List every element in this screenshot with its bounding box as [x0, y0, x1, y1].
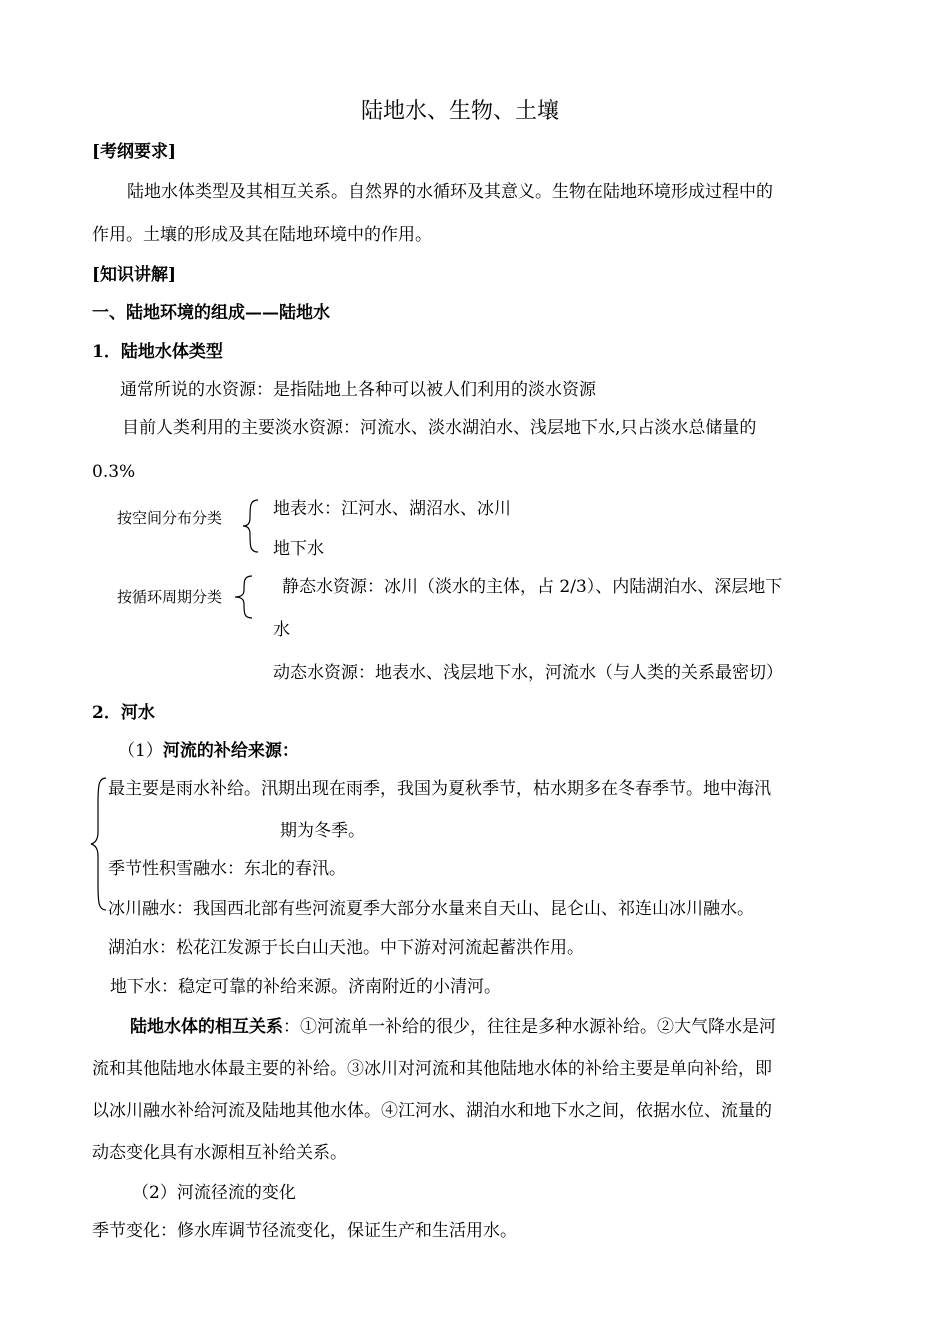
space-brace	[240, 496, 262, 556]
seasonal-change: 季节变化：修水库调节径流变化，保证生产和生活用水。	[92, 1221, 517, 1241]
relation-line2: 流和其他陆地水体最主要的补给。③冰川对河流和其他陆地水体的补给主要是单向补给，即	[92, 1059, 772, 1079]
supply-lake: 湖泊水：松花江发源于长白山天池。中下游对河流起蓄洪作用。	[108, 938, 584, 958]
outline-text-line2: 作用。土壤的形成及其在陆地环境中的作用。	[92, 225, 432, 245]
cycle-dynamic-line: 动态水资源：地表水、浅层地下水，河流水（与人类的关系最密切）	[273, 663, 783, 683]
page-title: 陆地水、生物、土壤	[361, 99, 560, 124]
supply-heading-prefix: （1）	[118, 741, 163, 761]
space-classification-label: 按空间分布分类	[117, 509, 223, 527]
sub2-heading: 2．河水	[92, 703, 155, 723]
knowledge-heading: [知识讲解]	[92, 265, 177, 285]
space-item-ground: 地下水	[273, 539, 324, 559]
outline-text-line1: 陆地水体类型及其相互关系。自然界的水循环及其意义。生物在陆地环境形成过程中的	[127, 182, 773, 202]
supply-heading-text: 河流的补给来源：	[162, 741, 299, 761]
relation-line3: 以冰川融水补给河流及陆地其他水体。④江河水、湖泊水和地下水之间，依据水位、流量的	[92, 1101, 772, 1121]
supply-snow: 季节性积雪融水：东北的春汛。	[108, 859, 346, 879]
runoff-heading: （2）河流径流的变化	[132, 1183, 296, 1203]
relation-label: 陆地水体的相互关系	[130, 1017, 283, 1037]
freshwater-percent: 0.3%	[92, 462, 136, 482]
freshwater-resources-line: 目前人类利用的主要淡水资源：河流水、淡水湖泊水、浅层地下水,只占淡水总储量的	[122, 418, 757, 438]
space-item-surface: 地表水：江河水、湖沼水、冰川	[273, 499, 511, 519]
water-resource-definition: 通常所说的水资源：是指陆地上各种可以被人们利用的淡水资源	[120, 380, 596, 400]
section1-heading: 一、陆地环境的组成——陆地水	[92, 303, 330, 323]
cycle-brace	[232, 572, 256, 622]
supply-heading	[118, 740, 299, 762]
supply-glacier: 冰川融水：我国西北部有些河流夏季大部分水量来自天山、昆仑山、祁连山冰川融水。	[108, 899, 754, 919]
cycle-classification-label: 按循环周期分类	[117, 588, 223, 606]
relation-line4: 动态变化具有水源相互补给关系。	[92, 1143, 347, 1163]
outline-heading: [考纲要求]	[92, 142, 177, 162]
supply-ground: 地下水：稳定可靠的补给来源。济南附近的小清河。	[110, 977, 501, 997]
cycle-static-line2: 水	[273, 620, 290, 640]
supply-rain-line1: 最主要是雨水补给。汛期出现在雨季，我国为夏秋季节，枯水期多在冬春季节。地中海汛	[108, 779, 771, 799]
relation-line1	[130, 1016, 776, 1038]
supply-brace	[88, 774, 110, 914]
cycle-static-line1: 静态水资源：冰川（淡水的主体，占 2/3）、内陆湖泊水、深层地下	[282, 577, 783, 597]
supply-rain-line2: 期为冬季。	[280, 821, 365, 841]
relation-text1: ：①河流单一补给的很少，往往是多种水源补给。②大气降水是河	[283, 1017, 776, 1037]
sub1-heading: 1．陆地水体类型	[92, 342, 223, 362]
